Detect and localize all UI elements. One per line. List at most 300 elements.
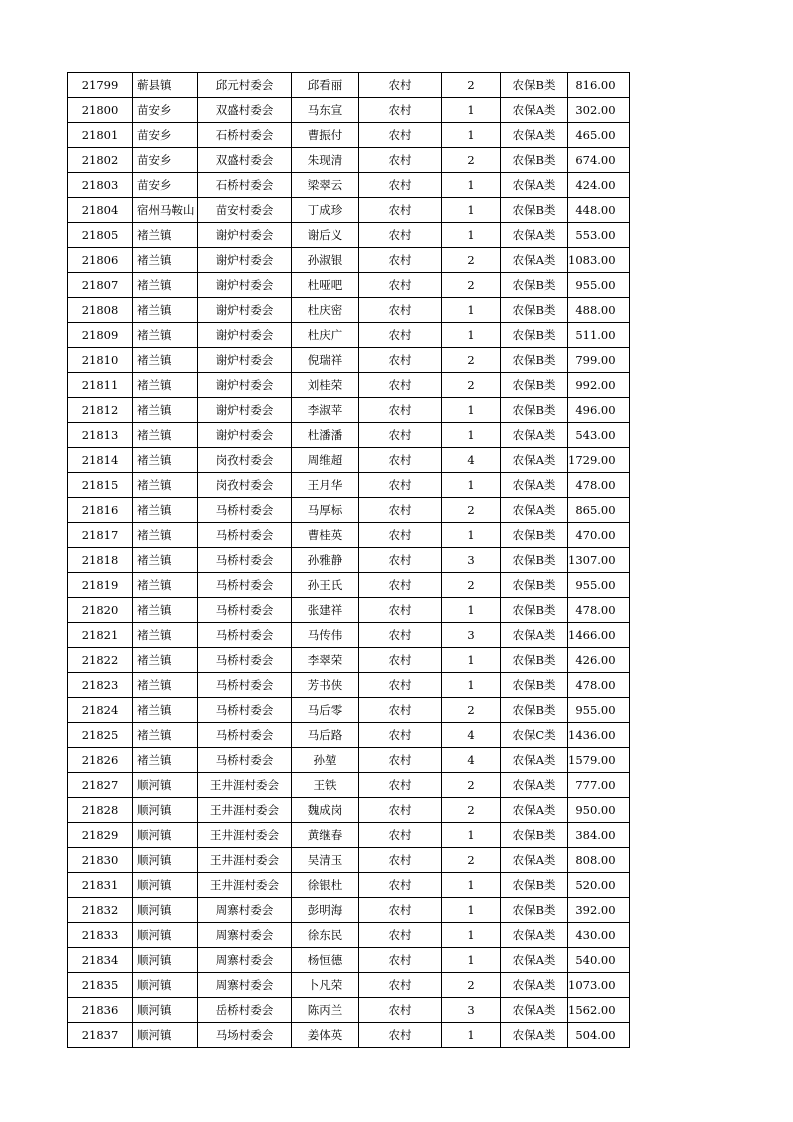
cell-row-id: 21825 (68, 723, 133, 748)
cell-amount: 478.00 (568, 473, 630, 498)
table-row (68, 873, 630, 898)
cell-household-count: 1 (442, 523, 501, 548)
cell-village-committee: 谢炉村委会 (198, 373, 292, 398)
cell-village-committee: 周寨村委会 (198, 923, 292, 948)
cell-insurance-class: 农保B类 (501, 398, 568, 423)
cell-person-name: 李翠荣 (292, 648, 359, 673)
cell-household-count: 3 (442, 998, 501, 1023)
cell-household-count: 3 (442, 548, 501, 573)
cell-town: 褚兰镇 (133, 623, 198, 648)
cell-village-committee: 岗孜村委会 (198, 473, 292, 498)
cell-amount: 955.00 (568, 698, 630, 723)
cell-row-id: 21830 (68, 848, 133, 873)
cell-person-name: 杜潘潘 (292, 423, 359, 448)
cell-area-type: 农村 (359, 648, 442, 673)
cell-amount: 465.00 (568, 123, 630, 148)
cell-household-count: 2 (442, 973, 501, 998)
cell-person-name: 马厚标 (292, 498, 359, 523)
cell-amount: 520.00 (568, 873, 630, 898)
cell-area-type: 农村 (359, 973, 442, 998)
cell-amount: 777.00 (568, 773, 630, 798)
table-row (68, 998, 630, 1023)
cell-village-committee: 石桥村委会 (198, 123, 292, 148)
cell-insurance-class: 农保B类 (501, 323, 568, 348)
cell-village-committee: 马桥村委会 (198, 598, 292, 623)
cell-household-count: 1 (442, 198, 501, 223)
cell-area-type: 农村 (359, 998, 442, 1023)
cell-insurance-class: 农保A类 (501, 473, 568, 498)
table-row (68, 798, 630, 823)
cell-area-type: 农村 (359, 873, 442, 898)
cell-household-count: 1 (442, 873, 501, 898)
cell-village-committee: 谢炉村委会 (198, 273, 292, 298)
table-body (68, 73, 630, 1048)
cell-person-name: 马传伟 (292, 623, 359, 648)
table-row (68, 273, 630, 298)
cell-household-count: 2 (442, 773, 501, 798)
cell-amount: 478.00 (568, 673, 630, 698)
cell-amount: 1562.00 (568, 998, 630, 1023)
cell-area-type: 农村 (359, 748, 442, 773)
cell-town: 褚兰镇 (133, 573, 198, 598)
cell-area-type: 农村 (359, 823, 442, 848)
cell-town: 褚兰镇 (133, 698, 198, 723)
cell-row-id: 21804 (68, 198, 133, 223)
cell-person-name: 李淑苹 (292, 398, 359, 423)
table-row (68, 623, 630, 648)
cell-person-name: 孙堃 (292, 748, 359, 773)
cell-town: 褚兰镇 (133, 523, 198, 548)
cell-area-type: 农村 (359, 1023, 442, 1048)
cell-village-committee: 马场村委会 (198, 1023, 292, 1048)
table-row (68, 98, 630, 123)
cell-household-count: 1 (442, 98, 501, 123)
cell-village-committee: 马桥村委会 (198, 673, 292, 698)
cell-household-count: 2 (442, 73, 501, 98)
cell-amount: 302.00 (568, 98, 630, 123)
cell-person-name: 马后零 (292, 698, 359, 723)
cell-insurance-class: 农保B类 (501, 873, 568, 898)
cell-town: 褚兰镇 (133, 348, 198, 373)
cell-household-count: 2 (442, 273, 501, 298)
cell-amount: 392.00 (568, 898, 630, 923)
cell-town: 蕲县镇 (133, 73, 198, 98)
cell-row-id: 21823 (68, 673, 133, 698)
cell-town: 褚兰镇 (133, 448, 198, 473)
cell-town: 褚兰镇 (133, 323, 198, 348)
cell-town: 苗安乡 (133, 148, 198, 173)
cell-insurance-class: 农保B类 (501, 298, 568, 323)
cell-amount: 955.00 (568, 273, 630, 298)
cell-village-committee: 周寨村委会 (198, 973, 292, 998)
cell-person-name: 魏成岗 (292, 798, 359, 823)
cell-town: 褚兰镇 (133, 273, 198, 298)
cell-area-type: 农村 (359, 773, 442, 798)
cell-household-count: 3 (442, 623, 501, 648)
cell-person-name: 卜凡荣 (292, 973, 359, 998)
cell-town: 顺河镇 (133, 998, 198, 1023)
cell-village-committee: 谢炉村委会 (198, 348, 292, 373)
cell-amount: 553.00 (568, 223, 630, 248)
cell-person-name: 孙雅静 (292, 548, 359, 573)
cell-row-id: 21824 (68, 698, 133, 723)
cell-row-id: 21836 (68, 998, 133, 1023)
cell-person-name: 吴清玉 (292, 848, 359, 873)
cell-town: 苗安乡 (133, 123, 198, 148)
cell-row-id: 21806 (68, 248, 133, 273)
table-row (68, 723, 630, 748)
cell-village-committee: 王井涯村委会 (198, 848, 292, 873)
cell-town: 顺河镇 (133, 823, 198, 848)
cell-town: 顺河镇 (133, 1023, 198, 1048)
cell-person-name: 周维超 (292, 448, 359, 473)
table-row (68, 73, 630, 98)
cell-village-committee: 马桥村委会 (198, 623, 292, 648)
table-row (68, 223, 630, 248)
cell-village-committee: 谢炉村委会 (198, 223, 292, 248)
table-row (68, 473, 630, 498)
cell-household-count: 2 (442, 573, 501, 598)
table-row (68, 448, 630, 473)
cell-insurance-class: 农保A类 (501, 948, 568, 973)
cell-town: 苗安乡 (133, 98, 198, 123)
cell-person-name: 黄继春 (292, 823, 359, 848)
cell-household-count: 2 (442, 798, 501, 823)
table-row (68, 323, 630, 348)
cell-area-type: 农村 (359, 898, 442, 923)
cell-row-id: 21799 (68, 73, 133, 98)
cell-insurance-class: 农保B类 (501, 348, 568, 373)
cell-insurance-class: 农保B类 (501, 523, 568, 548)
cell-area-type: 农村 (359, 323, 442, 348)
cell-person-name: 芳书侠 (292, 673, 359, 698)
cell-amount: 816.00 (568, 73, 630, 98)
table-row (68, 823, 630, 848)
cell-insurance-class: 农保B类 (501, 823, 568, 848)
table-row (68, 923, 630, 948)
cell-area-type: 农村 (359, 698, 442, 723)
cell-household-count: 1 (442, 473, 501, 498)
cell-amount: 1436.00 (568, 723, 630, 748)
cell-town: 褚兰镇 (133, 548, 198, 573)
cell-area-type: 农村 (359, 173, 442, 198)
cell-amount: 808.00 (568, 848, 630, 873)
cell-person-name: 邱看丽 (292, 73, 359, 98)
table-row (68, 573, 630, 598)
table-row (68, 698, 630, 723)
cell-insurance-class: 农保A类 (501, 98, 568, 123)
cell-insurance-class: 农保A类 (501, 798, 568, 823)
cell-household-count: 2 (442, 148, 501, 173)
cell-amount: 950.00 (568, 798, 630, 823)
cell-insurance-class: 农保A类 (501, 173, 568, 198)
cell-area-type: 农村 (359, 923, 442, 948)
cell-row-id: 21808 (68, 298, 133, 323)
cell-area-type: 农村 (359, 123, 442, 148)
cell-row-id: 21817 (68, 523, 133, 548)
table-row (68, 673, 630, 698)
cell-town: 顺河镇 (133, 798, 198, 823)
cell-person-name: 曹振付 (292, 123, 359, 148)
cell-village-committee: 马桥村委会 (198, 648, 292, 673)
cell-amount: 488.00 (568, 298, 630, 323)
cell-amount: 865.00 (568, 498, 630, 523)
cell-village-committee: 马桥村委会 (198, 698, 292, 723)
cell-insurance-class: 农保A类 (501, 773, 568, 798)
cell-insurance-class: 农保B类 (501, 273, 568, 298)
table-row (68, 648, 630, 673)
cell-household-count: 1 (442, 323, 501, 348)
cell-village-committee: 马桥村委会 (198, 498, 292, 523)
cell-person-name: 王月华 (292, 473, 359, 498)
cell-person-name: 杜哑吧 (292, 273, 359, 298)
cell-amount: 384.00 (568, 823, 630, 848)
cell-person-name: 曹桂英 (292, 523, 359, 548)
cell-insurance-class: 农保A类 (501, 498, 568, 523)
cell-insurance-class: 农保B类 (501, 148, 568, 173)
cell-amount: 430.00 (568, 923, 630, 948)
cell-amount: 1307.00 (568, 548, 630, 573)
cell-insurance-class: 农保B类 (501, 573, 568, 598)
cell-village-committee: 王井涯村委会 (198, 873, 292, 898)
cell-area-type: 农村 (359, 848, 442, 873)
cell-insurance-class: 农保B类 (501, 373, 568, 398)
cell-town: 褚兰镇 (133, 473, 198, 498)
cell-amount: 470.00 (568, 523, 630, 548)
cell-insurance-class: 农保C类 (501, 723, 568, 748)
cell-row-id: 21814 (68, 448, 133, 473)
cell-area-type: 农村 (359, 598, 442, 623)
cell-row-id: 21828 (68, 798, 133, 823)
cell-insurance-class: 农保A类 (501, 998, 568, 1023)
cell-household-count: 4 (442, 448, 501, 473)
cell-town: 宿州马鞍山 (133, 198, 198, 223)
cell-amount: 1073.00 (568, 973, 630, 998)
table-row (68, 373, 630, 398)
cell-amount: 504.00 (568, 1023, 630, 1048)
cell-insurance-class: 农保A类 (501, 923, 568, 948)
cell-area-type: 农村 (359, 498, 442, 523)
cell-row-id: 21810 (68, 348, 133, 373)
cell-household-count: 2 (442, 348, 501, 373)
cell-area-type: 农村 (359, 223, 442, 248)
cell-insurance-class: 农保A类 (501, 1023, 568, 1048)
cell-village-committee: 马桥村委会 (198, 723, 292, 748)
table-row (68, 148, 630, 173)
cell-row-id: 21802 (68, 148, 133, 173)
cell-household-count: 1 (442, 898, 501, 923)
cell-row-id: 21821 (68, 623, 133, 648)
cell-area-type: 农村 (359, 473, 442, 498)
cell-row-id: 21835 (68, 973, 133, 998)
cell-insurance-class: 农保B类 (501, 648, 568, 673)
table-row (68, 398, 630, 423)
cell-town: 顺河镇 (133, 898, 198, 923)
cell-area-type: 农村 (359, 148, 442, 173)
table-row (68, 898, 630, 923)
cell-insurance-class: 农保A类 (501, 248, 568, 273)
cell-amount: 540.00 (568, 948, 630, 973)
cell-village-committee: 马桥村委会 (198, 548, 292, 573)
cell-village-committee: 双盛村委会 (198, 98, 292, 123)
cell-village-committee: 邱元村委会 (198, 73, 292, 98)
cell-town: 苗安乡 (133, 173, 198, 198)
cell-row-id: 21809 (68, 323, 133, 348)
cell-row-id: 21831 (68, 873, 133, 898)
cell-village-committee: 谢炉村委会 (198, 423, 292, 448)
cell-village-committee: 谢炉村委会 (198, 298, 292, 323)
cell-area-type: 农村 (359, 548, 442, 573)
cell-row-id: 21818 (68, 548, 133, 573)
cell-insurance-class: 农保B类 (501, 73, 568, 98)
cell-row-id: 21832 (68, 898, 133, 923)
cell-village-committee: 岗孜村委会 (198, 448, 292, 473)
cell-household-count: 1 (442, 398, 501, 423)
cell-row-id: 21837 (68, 1023, 133, 1048)
cell-amount: 496.00 (568, 398, 630, 423)
table-row (68, 248, 630, 273)
cell-row-id: 21803 (68, 173, 133, 198)
cell-town: 褚兰镇 (133, 298, 198, 323)
cell-row-id: 21801 (68, 123, 133, 148)
cell-area-type: 农村 (359, 298, 442, 323)
table-row (68, 523, 630, 548)
cell-insurance-class: 农保B类 (501, 198, 568, 223)
cell-insurance-class: 农保B类 (501, 698, 568, 723)
cell-insurance-class: 农保A类 (501, 623, 568, 648)
cell-area-type: 农村 (359, 723, 442, 748)
cell-person-name: 孙淑银 (292, 248, 359, 273)
cell-amount: 426.00 (568, 648, 630, 673)
cell-insurance-class: 农保A类 (501, 848, 568, 873)
cell-household-count: 1 (442, 673, 501, 698)
table-row (68, 498, 630, 523)
cell-row-id: 21822 (68, 648, 133, 673)
cell-village-committee: 周寨村委会 (198, 898, 292, 923)
cell-village-committee: 谢炉村委会 (198, 248, 292, 273)
cell-person-name: 谢后义 (292, 223, 359, 248)
cell-household-count: 1 (442, 173, 501, 198)
cell-household-count: 1 (442, 223, 501, 248)
table-row (68, 848, 630, 873)
table-row (68, 123, 630, 148)
cell-insurance-class: 农保A类 (501, 123, 568, 148)
cell-amount: 424.00 (568, 173, 630, 198)
cell-area-type: 农村 (359, 673, 442, 698)
cell-amount: 992.00 (568, 373, 630, 398)
cell-amount: 1729.00 (568, 448, 630, 473)
cell-village-committee: 苗安村委会 (198, 198, 292, 223)
cell-village-committee: 谢炉村委会 (198, 398, 292, 423)
cell-row-id: 21819 (68, 573, 133, 598)
cell-household-count: 2 (442, 848, 501, 873)
data-sheet (67, 72, 630, 1048)
cell-insurance-class: 农保A类 (501, 448, 568, 473)
table-row (68, 298, 630, 323)
cell-village-committee: 马桥村委会 (198, 523, 292, 548)
cell-row-id: 21826 (68, 748, 133, 773)
cell-area-type: 农村 (359, 523, 442, 548)
cell-town: 顺河镇 (133, 773, 198, 798)
cell-area-type: 农村 (359, 198, 442, 223)
cell-household-count: 2 (442, 698, 501, 723)
table-row (68, 198, 630, 223)
cell-person-name: 王铁 (292, 773, 359, 798)
cell-row-id: 21807 (68, 273, 133, 298)
cell-town: 褚兰镇 (133, 398, 198, 423)
cell-area-type: 农村 (359, 348, 442, 373)
cell-village-committee: 马桥村委会 (198, 748, 292, 773)
cell-town: 顺河镇 (133, 948, 198, 973)
cell-person-name: 马后路 (292, 723, 359, 748)
cell-person-name: 徐东民 (292, 923, 359, 948)
cell-insurance-class: 农保A类 (501, 973, 568, 998)
table-row (68, 348, 630, 373)
cell-row-id: 21815 (68, 473, 133, 498)
cell-household-count: 1 (442, 598, 501, 623)
cell-household-count: 2 (442, 248, 501, 273)
cell-amount: 448.00 (568, 198, 630, 223)
cell-area-type: 农村 (359, 98, 442, 123)
table-row (68, 773, 630, 798)
cell-area-type: 农村 (359, 623, 442, 648)
cell-person-name: 倪瑞祥 (292, 348, 359, 373)
table-row (68, 548, 630, 573)
cell-town: 褚兰镇 (133, 748, 198, 773)
cell-town: 顺河镇 (133, 923, 198, 948)
cell-amount: 478.00 (568, 598, 630, 623)
cell-town: 褚兰镇 (133, 723, 198, 748)
cell-insurance-class: 农保B类 (501, 898, 568, 923)
cell-village-committee: 王井涯村委会 (198, 798, 292, 823)
cell-household-count: 4 (442, 723, 501, 748)
cell-amount: 799.00 (568, 348, 630, 373)
cell-person-name: 徐银杜 (292, 873, 359, 898)
cell-village-committee: 石桥村委会 (198, 173, 292, 198)
cell-household-count: 2 (442, 498, 501, 523)
cell-row-id: 21829 (68, 823, 133, 848)
cell-village-committee: 马桥村委会 (198, 573, 292, 598)
cell-person-name: 朱现清 (292, 148, 359, 173)
cell-village-committee: 周寨村委会 (198, 948, 292, 973)
cell-amount: 511.00 (568, 323, 630, 348)
cell-household-count: 1 (442, 1023, 501, 1048)
cell-town: 顺河镇 (133, 973, 198, 998)
table-row (68, 598, 630, 623)
cell-town: 顺河镇 (133, 848, 198, 873)
cell-person-name: 杨恒德 (292, 948, 359, 973)
cell-area-type: 农村 (359, 73, 442, 98)
table-row (68, 948, 630, 973)
cell-town: 褚兰镇 (133, 598, 198, 623)
cell-person-name: 梁翠云 (292, 173, 359, 198)
cell-town: 褚兰镇 (133, 498, 198, 523)
cell-row-id: 21805 (68, 223, 133, 248)
table-row (68, 748, 630, 773)
cell-area-type: 农村 (359, 398, 442, 423)
cell-area-type: 农村 (359, 798, 442, 823)
cell-insurance-class: 农保A类 (501, 748, 568, 773)
cell-person-name: 杜庆广 (292, 323, 359, 348)
table-row (68, 173, 630, 198)
cell-person-name: 孙王氏 (292, 573, 359, 598)
cell-village-committee: 王井涯村委会 (198, 773, 292, 798)
table-row (68, 423, 630, 448)
cell-amount: 1466.00 (568, 623, 630, 648)
cell-town: 褚兰镇 (133, 648, 198, 673)
cell-village-committee: 岳桥村委会 (198, 998, 292, 1023)
table-row (68, 973, 630, 998)
